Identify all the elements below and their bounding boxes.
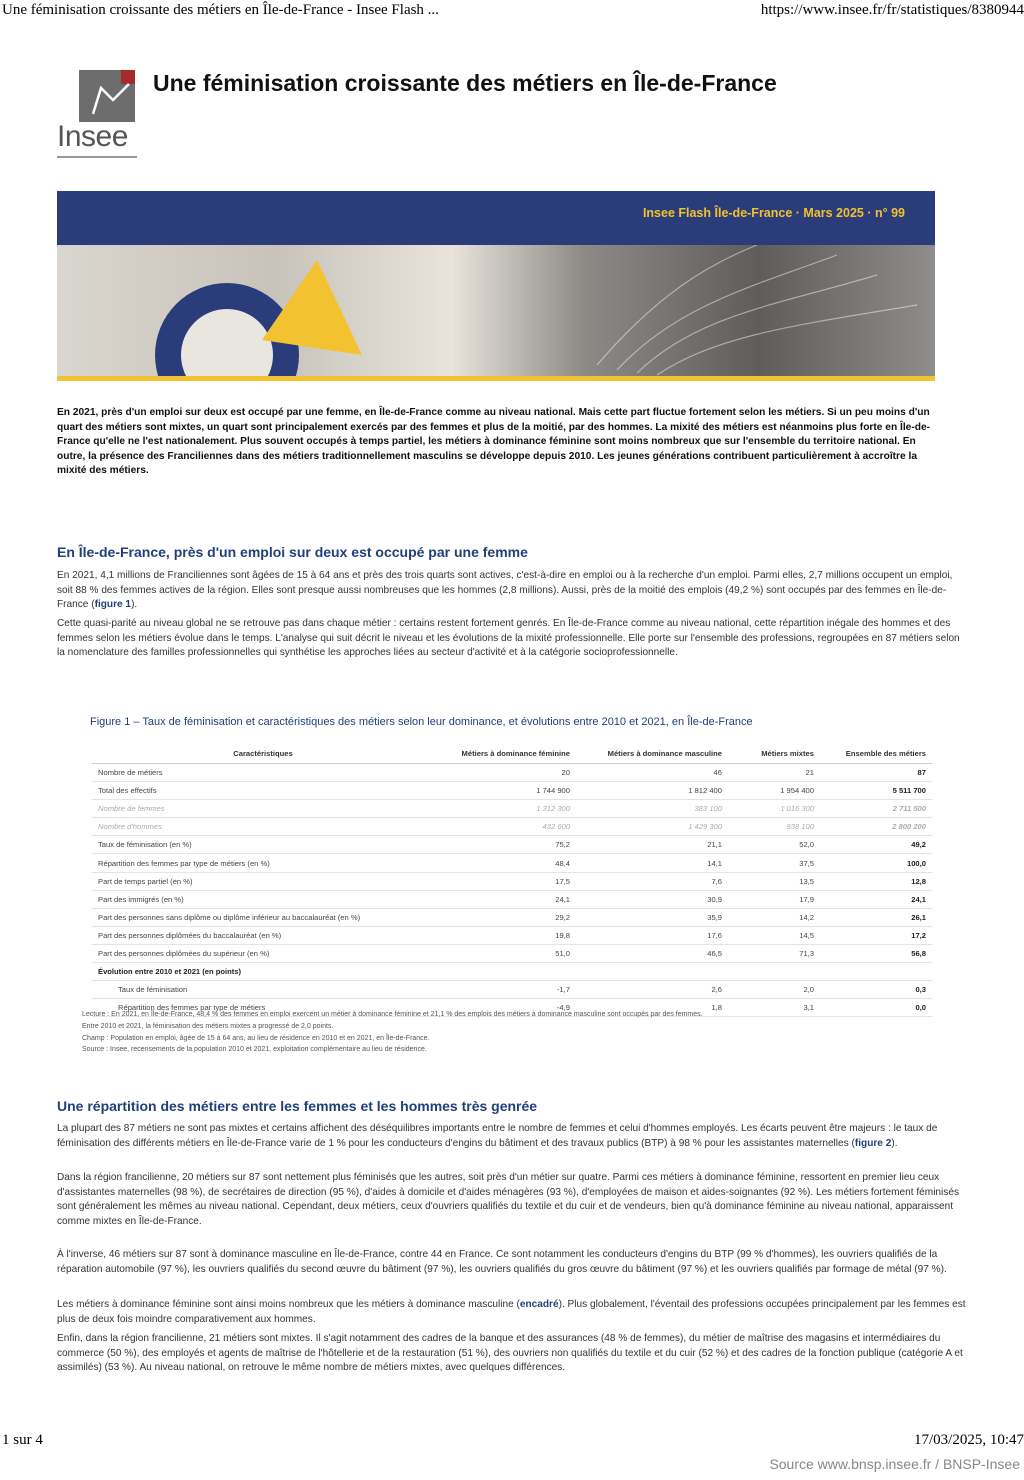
table-row bbox=[92, 908, 932, 926]
logo-wordmark: Insee bbox=[57, 120, 128, 153]
cell-value: 20 bbox=[434, 764, 576, 782]
page-title-header: Une féminisation croissante des métiers en Île-de-France - Insee Flash ... bbox=[2, 2, 439, 18]
section1-paragraph-1: En 2021, 4,1 millions de Franciliennes sont âgées de 15 à 64 ans et près des trois quarts sont actives, c'est-à-dire en emploi ou à la recherche d'un emploi. Parmi elles, 2,7 millions occupent un emploi, soit 88 % des femmes actives de la région. Elles sont presque aussi nombreuses que les hommes (2,8 millions). Aussi, près de la moitié des emplois (49,2 %) sont occupés par des femmes en Île-de-France (figure 1). bbox=[57, 570, 953, 611]
row-label: Nombre de femmes bbox=[92, 800, 434, 818]
series-label: Insee Flash Île-de-France · Mars 2025 · n° 99 bbox=[642, 206, 905, 220]
summary-chapeau: En 2021, près d'un emploi sur deux est occupé par une femme, en Île-de-France comme au niveau national. Mais cette part fluctue fortement selon les métiers. Si un peu moins d'un quart des métiers sont mixtes, un quart sont principalement exercés par des femmes et plus de la moitié, par des hommes. La mixité des métiers est néanmoins plus forte en Île-de-France qu'elle ne l'est nationalement. Plus souvent occupés à temps partiel, les métiers à dominance féminine sont moins nombreux que sur l'ensemble du territoire national. En outre, la présence des Franciliennes dans des métiers traditionnellement masculins se développe depuis 2010. Les jeunes générations contribuent particulièrement à accroître la mixité des métiers. bbox=[57, 407, 930, 477]
table-header: Caractéristiques bbox=[92, 743, 434, 764]
encadre-link[interactable]: encadré bbox=[519, 1299, 559, 1310]
table-header-row bbox=[92, 743, 932, 764]
table-row bbox=[92, 836, 932, 854]
cell-value: 14,1 bbox=[576, 854, 728, 872]
cell-value: -4,9 bbox=[434, 999, 576, 1017]
note-reading-2: Entre 2010 et 2021, la féminisation des métiers mixtes a progressé de 2,0 points. bbox=[82, 1022, 334, 1030]
cell-value: 100,0 bbox=[820, 854, 932, 872]
publication-banner bbox=[57, 191, 935, 381]
cell-value: 48,4 bbox=[434, 854, 576, 872]
cell-value: 51,0 bbox=[434, 944, 576, 962]
cell-value: 938 100 bbox=[728, 818, 820, 836]
row-label: Part des personnes sans diplôme ou diplôme inférieur au baccalauréat (en %) bbox=[92, 908, 434, 926]
cell-value: 46 bbox=[576, 764, 728, 782]
table-header: Métiers à dominance féminine bbox=[434, 743, 576, 764]
cell-value: 3,1 bbox=[728, 999, 820, 1017]
table-row bbox=[92, 854, 932, 872]
cell-value: 0,3 bbox=[820, 981, 932, 999]
section2-paragraph-3: À l'inverse, 46 métiers sur 87 sont à dominance masculine en Île-de-France, contre 44 en France. Ce sont notamment les conducteurs d'engins du BTP (99 % d'hommes), les ouvriers qualifiés de la réparation automobile (97 %), les ouvriers qualifiés du second œuvre du bâtiment (97 %), les ouvriers qualifiés du gros œuvre du bâtiment (97 %) et les ouvriers qualifiés par formage de métal (97 %). bbox=[57, 1249, 947, 1275]
cell-value: 1 312 300 bbox=[434, 800, 576, 818]
row-label: Part de temps partiel (en %) bbox=[92, 872, 434, 890]
section2-paragraph-5: Enfin, dans la région francilienne, 21 métiers sont mixtes. Il s'agit notamment des cadres de la banque et des assurances (48 % de femmes), du métier de maîtrise des magasins et intermédiaires du commerce (50 %), des employés et agents de maîtrise de l'hôtellerie et de la restauration (51 %), des ouvriers non qualifiés du textile et du cuir (52 %) et des cadres de la fonction publique (catégorie A et assimilés) (53 %). Au niveau national, on retrouve le même nombre de métiers mixtes, avec quelques différences. bbox=[57, 1333, 963, 1374]
cell-value: 19,8 bbox=[434, 926, 576, 944]
figure1-title: Figure 1 – Taux de féminisation et caractéristiques des métiers selon leur dominance, et évolutions entre 2010 et 2021, en Île-de-France bbox=[90, 716, 753, 728]
page-url: https://www.insee.fr/fr/statistiques/8380944 bbox=[760, 2, 1024, 18]
table-row bbox=[92, 926, 932, 944]
section2-paragraph-1: La plupart des 87 métiers ne sont pas mixtes et certains affichent des déséquilibres importants entre le nombre de femmes et celui d'hommes employés. Les écarts peuvent être majeurs : le taux de féminisation des différents métiers en Île-de-France varie de 1 % pour les conducteurs d'engins du bâtiment et des travaux publics (BTP) à 98 % pour les assistantes maternelles (figure 2). bbox=[57, 1123, 938, 1149]
section2-paragraph-4: Les métiers à dominance féminine sont ainsi moins nombreux que les métiers à dominance masculine (encadré). Plus globalement, l'éventail des professions occupées principalement par les femmes est plus de deux fois moindre comparativement aux hommes. bbox=[57, 1299, 966, 1325]
print-datetime: 17/03/2025, 10:47 bbox=[913, 1432, 1024, 1448]
table-row bbox=[92, 944, 932, 962]
cell-value: 46,5 bbox=[576, 944, 728, 962]
cell-value: 13,5 bbox=[728, 872, 820, 890]
cell-value: 14,2 bbox=[728, 908, 820, 926]
row-label: Part des personnes diplômées du baccalauréat (en %) bbox=[92, 926, 434, 944]
row-label: Répartition des femmes par type de métiers (en %) bbox=[92, 854, 434, 872]
cell-value: 75,2 bbox=[434, 836, 576, 854]
note-source: Source : Insee, recensements de la population 2010 et 2021, exploitation complémentaire au lieu de résidence. bbox=[82, 1046, 427, 1054]
cell-value: 1 812 400 bbox=[576, 782, 728, 800]
table-row bbox=[92, 963, 932, 981]
row-label: Taux de féminisation (en %) bbox=[92, 836, 434, 854]
table-row bbox=[92, 764, 932, 782]
cell-value: 2,6 bbox=[576, 981, 728, 999]
cell-value: 1 954 400 bbox=[728, 782, 820, 800]
cell-value: 1 016 300 bbox=[728, 800, 820, 818]
cell-value: 0,0 bbox=[820, 999, 932, 1017]
cell-value: 24,1 bbox=[820, 890, 932, 908]
insee-logo bbox=[57, 70, 139, 160]
table-header: Métiers à dominance masculine bbox=[576, 743, 728, 764]
cell-value: 87 bbox=[820, 764, 932, 782]
figure1-link[interactable]: figure 1 bbox=[94, 599, 132, 611]
print-header bbox=[0, 0, 1024, 22]
document-title: Une féminisation croissante des métiers en Île-de-France bbox=[153, 70, 777, 96]
cell-value: 383 100 bbox=[576, 800, 728, 818]
row-label: Part des personnes diplômées du supérieur (en %) bbox=[92, 944, 434, 962]
banner-photo bbox=[57, 245, 935, 376]
cell-value: 2 711 500 bbox=[820, 800, 932, 818]
cell-value: 26,1 bbox=[820, 908, 932, 926]
table-row bbox=[92, 890, 932, 908]
cell-value: 29,2 bbox=[434, 908, 576, 926]
logo-mark-icon bbox=[79, 70, 135, 122]
cell-value: 37,5 bbox=[728, 854, 820, 872]
note-scope: Champ : Population en emploi, âgée de 15 à 64 ans, au lieu de résidence en 2010 et en 2021, en Île-de-France. bbox=[82, 1034, 430, 1042]
cell-value: 5 511 700 bbox=[820, 782, 932, 800]
table-row bbox=[92, 800, 932, 818]
table-row bbox=[92, 818, 932, 836]
cell-value: 21 bbox=[728, 764, 820, 782]
cell-value: 1,8 bbox=[576, 999, 728, 1017]
cell-value: 7,6 bbox=[576, 872, 728, 890]
section1-paragraph-2: Cette quasi-parité au niveau global ne se retrouve pas dans chaque métier : certains restent fortement genrés. En Île-de-France comme au niveau national, cette répartition inégale des hommes et des femmes selon les métiers évolue dans le temps. L'analyse qui suit décrit le niveau et les évolutions de la mixité professionnelle. Elle porte sur l'ensemble des professions, regroupées en 87 métiers selon la nomenclature des familles professionnelles qui synthétise les approches liées au secteur d'activité et à la catégorie socioprofessionnelle. bbox=[57, 618, 960, 659]
row-label: Évolution entre 2010 et 2021 (en points) bbox=[92, 963, 932, 981]
cell-value: 21,1 bbox=[576, 836, 728, 854]
cell-value: 14,5 bbox=[728, 926, 820, 944]
cell-value: 17,6 bbox=[576, 926, 728, 944]
cell-value: 1 429 300 bbox=[576, 818, 728, 836]
cell-value: 49,2 bbox=[820, 836, 932, 854]
row-label: Taux de féminisation bbox=[92, 981, 434, 999]
row-label: Part des immigrés (en %) bbox=[92, 890, 434, 908]
table-header: Métiers mixtes bbox=[728, 743, 820, 764]
cell-value: 12,8 bbox=[820, 872, 932, 890]
note-reading: Lecture : En 2021, en Île-de-France, 48,4 % des femmes en emploi exercent un métier à dominance féminine et 21,1 % des emplois des métiers à dominance masculine sont occupés par des femmes. bbox=[82, 1011, 703, 1018]
cell-value: 17,9 bbox=[728, 890, 820, 908]
section-heading-1: En Île-de-France, près d'un emploi sur deux est occupé par une femme bbox=[57, 544, 528, 560]
cell-value: 1 744 900 bbox=[434, 782, 576, 800]
cell-value: 52,0 bbox=[728, 836, 820, 854]
cell-value: 2 800 200 bbox=[820, 818, 932, 836]
table-row bbox=[92, 872, 932, 890]
figure2-link[interactable]: figure 2 bbox=[854, 1137, 892, 1149]
row-label: Répartition des femmes par type de métiers bbox=[92, 999, 434, 1017]
row-label: Nombre d'hommes bbox=[92, 818, 434, 836]
table-row bbox=[92, 981, 932, 999]
section-heading-2: Une répartition des métiers entre les femmes et les hommes très genrée bbox=[57, 1098, 538, 1114]
banner-header bbox=[57, 191, 935, 245]
figure1-table bbox=[92, 743, 932, 1017]
row-label: Nombre de métiers bbox=[92, 764, 434, 782]
page-number: 1 sur 4 bbox=[2, 1432, 43, 1448]
banner-yellow-rule bbox=[57, 376, 935, 381]
figure1-notes bbox=[82, 1009, 942, 1056]
cell-value: 35,9 bbox=[576, 908, 728, 926]
cell-value: 24,1 bbox=[434, 890, 576, 908]
cell-value: 17,5 bbox=[434, 872, 576, 890]
table-header: Ensemble des métiers bbox=[820, 743, 932, 764]
section2-paragraph-2: Dans la région francilienne, 20 métiers sur 87 sont nettement plus féminisés que les autres, soit près d'un métier sur quatre. Parmi ces métiers à dominance féminine, ressortent en premier lieu ceux d'assistantes maternelles (98 %), de secrétaires de direction (95 %), d'aides à domicile et d'aides ménagères (93 %), d'employées de maison et aides-soignantes (92 %). Les métiers fortement féminisés sont généralement les mêmes au niveau national. Cependant, deux métiers, ceux d'ouvriers qualifiés du textile et du cuir et de vendeurs, bien qu'à dominance féminine au niveau national, apparaissent comme mixtes en Île-de-France. bbox=[57, 1172, 960, 1227]
table-row bbox=[92, 782, 932, 800]
cell-value: 56,8 bbox=[820, 944, 932, 962]
cell-value: 17,2 bbox=[820, 926, 932, 944]
logo-underline bbox=[57, 156, 137, 158]
source-credit: Source www.bnsp.insee.fr / BNSP-Insee bbox=[769, 1456, 1020, 1472]
cell-value: 432 600 bbox=[434, 818, 576, 836]
cell-value: 71,3 bbox=[728, 944, 820, 962]
cell-value: -1,7 bbox=[434, 981, 576, 999]
cell-value: 2,0 bbox=[728, 981, 820, 999]
row-label: Total des effectifs bbox=[92, 782, 434, 800]
cell-value: 30,9 bbox=[576, 890, 728, 908]
